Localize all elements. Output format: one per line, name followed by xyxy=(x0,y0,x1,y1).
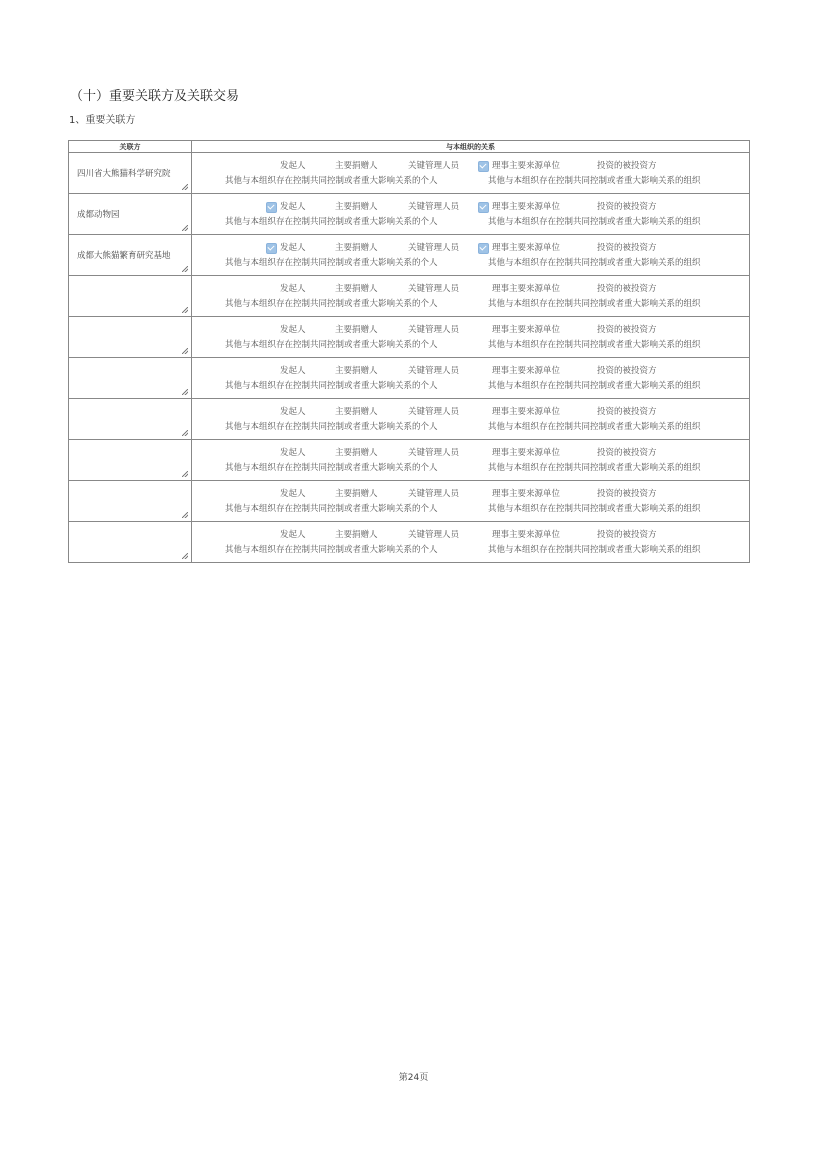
relationship-option[interactable]: 理事主要来源单位 xyxy=(492,366,561,376)
table-row xyxy=(69,440,750,481)
relationship-option[interactable]: 其他与本组织存在控制共同控制或者重大影响关系的个人 xyxy=(225,545,438,555)
related-party-name-field[interactable] xyxy=(69,481,192,522)
table-row xyxy=(69,235,750,276)
relationship-option[interactable]: 其他与本组织存在控制共同控制或者重大影响关系的组织 xyxy=(488,258,701,268)
relationship-option[interactable]: 发起人 xyxy=(280,202,306,212)
related-party-name-field[interactable] xyxy=(69,440,192,481)
related-party-name: 成都大熊猫繁育研究基地 xyxy=(77,251,171,261)
relationship-cell xyxy=(192,235,750,276)
relationship-option[interactable]: 关键管理人员 xyxy=(408,530,460,540)
relationship-cell xyxy=(192,399,750,440)
relationship-option[interactable]: 其他与本组织存在控制共同控制或者重大影响关系的个人 xyxy=(225,258,438,268)
relationship-option[interactable]: 其他与本组织存在控制共同控制或者重大影响关系的个人 xyxy=(225,217,438,227)
relationship-option[interactable]: 其他与本组织存在控制共同控制或者重大影响关系的组织 xyxy=(488,504,701,514)
relationship-option[interactable]: 其他与本组织存在控制共同控制或者重大影响关系的个人 xyxy=(225,463,438,473)
relationship-option[interactable]: 其他与本组织存在控制共同控制或者重大影响关系的组织 xyxy=(488,299,701,309)
checkbox-checked-icon[interactable] xyxy=(266,202,277,213)
checkbox-checked-icon[interactable] xyxy=(266,243,277,254)
header-related-party: 关联方 xyxy=(69,141,192,153)
relationship-option[interactable]: 理事主要来源单位 xyxy=(492,407,561,417)
relationship-cell xyxy=(192,522,750,563)
relationship-option[interactable]: 投资的被投资方 xyxy=(597,325,657,335)
related-party-name-field[interactable] xyxy=(69,522,192,563)
relationship-option[interactable]: 关键管理人员 xyxy=(408,325,460,335)
relationship-option[interactable]: 主要捐赠人 xyxy=(335,284,378,294)
table-header-row xyxy=(69,141,750,153)
relationship-option[interactable]: 理事主要来源单位 xyxy=(492,448,561,458)
resize-handle-icon[interactable] xyxy=(182,266,188,272)
relationship-option[interactable]: 其他与本组织存在控制共同控制或者重大影响关系的组织 xyxy=(488,463,701,473)
relationship-option[interactable]: 其他与本组织存在控制共同控制或者重大影响关系的组织 xyxy=(488,340,701,350)
relationship-option[interactable]: 发起人 xyxy=(280,284,306,294)
relationship-option[interactable]: 理事主要来源单位 xyxy=(492,243,561,253)
relationship-option[interactable]: 主要捐赠人 xyxy=(335,489,378,499)
relationship-option[interactable]: 其他与本组织存在控制共同控制或者重大影响关系的组织 xyxy=(488,381,701,391)
relationship-option[interactable]: 主要捐赠人 xyxy=(335,366,378,376)
checkbox-checked-icon[interactable] xyxy=(478,161,489,172)
section-title: （十）重要关联方及关联交易 xyxy=(70,89,240,104)
relationship-option[interactable]: 理事主要来源单位 xyxy=(492,530,561,540)
relationship-cell xyxy=(192,276,750,317)
relationship-option[interactable]: 投资的被投资方 xyxy=(597,530,657,540)
resize-handle-icon[interactable] xyxy=(182,430,188,436)
resize-handle-icon[interactable] xyxy=(182,512,188,518)
resize-handle-icon[interactable] xyxy=(182,348,188,354)
resize-handle-icon[interactable] xyxy=(182,184,188,190)
relationship-option[interactable]: 主要捐赠人 xyxy=(335,243,378,253)
relationship-option[interactable]: 发起人 xyxy=(280,325,306,335)
relationship-option[interactable]: 其他与本组织存在控制共同控制或者重大影响关系的个人 xyxy=(225,504,438,514)
relationship-option[interactable]: 投资的被投资方 xyxy=(597,243,657,253)
sub-title: 1、重要关联方 xyxy=(69,115,136,126)
relationship-cell xyxy=(192,481,750,522)
relationship-option[interactable]: 其他与本组织存在控制共同控制或者重大影响关系的个人 xyxy=(225,299,438,309)
relationship-option[interactable]: 投资的被投资方 xyxy=(597,202,657,212)
checkbox-checked-icon[interactable] xyxy=(478,243,489,254)
relationship-option[interactable]: 其他与本组织存在控制共同控制或者重大影响关系的组织 xyxy=(488,545,701,555)
relationship-option[interactable]: 理事主要来源单位 xyxy=(492,202,561,212)
relationship-option[interactable]: 其他与本组织存在控制共同控制或者重大影响关系的个人 xyxy=(225,381,438,391)
related-party-name-field[interactable] xyxy=(69,194,192,235)
table-row xyxy=(69,153,750,194)
resize-handle-icon[interactable] xyxy=(182,471,188,477)
relationship-option[interactable]: 关键管理人员 xyxy=(408,448,460,458)
resize-handle-icon[interactable] xyxy=(182,225,188,231)
header-relationship: 与本组织的关系 xyxy=(192,141,750,153)
relationship-option[interactable]: 主要捐赠人 xyxy=(335,448,378,458)
resize-handle-icon[interactable] xyxy=(182,389,188,395)
relationship-cell xyxy=(192,440,750,481)
relationship-option[interactable]: 发起人 xyxy=(280,489,306,499)
relationship-cell xyxy=(192,358,750,399)
relationship-option[interactable]: 主要捐赠人 xyxy=(335,325,378,335)
relationship-option[interactable]: 其他与本组织存在控制共同控制或者重大影响关系的个人 xyxy=(225,422,438,432)
resize-handle-icon[interactable] xyxy=(182,553,188,559)
relationship-option[interactable]: 理事主要来源单位 xyxy=(492,161,561,171)
relationship-option[interactable]: 关键管理人员 xyxy=(408,161,460,171)
relationship-cell xyxy=(192,317,750,358)
relationship-option[interactable]: 投资的被投资方 xyxy=(597,407,657,417)
relationship-option[interactable]: 投资的被投资方 xyxy=(597,161,657,171)
related-party-name-field[interactable] xyxy=(69,276,192,317)
relationship-option[interactable]: 理事主要来源单位 xyxy=(492,325,561,335)
relationship-option[interactable]: 其他与本组织存在控制共同控制或者重大影响关系的个人 xyxy=(225,176,438,186)
relationship-option[interactable]: 关键管理人员 xyxy=(408,489,460,499)
relationship-option[interactable]: 发起人 xyxy=(280,161,306,171)
table-row xyxy=(69,522,750,563)
relationship-option[interactable]: 发起人 xyxy=(280,243,306,253)
relationship-option[interactable]: 理事主要来源单位 xyxy=(492,284,561,294)
related-party-name: 成都动物园 xyxy=(77,210,120,220)
relationship-option[interactable]: 其他与本组织存在控制共同控制或者重大影响关系的组织 xyxy=(488,422,701,432)
relationship-cell xyxy=(192,194,750,235)
relationship-option[interactable]: 发起人 xyxy=(280,530,306,540)
relationship-option[interactable]: 主要捐赠人 xyxy=(335,202,378,212)
checkbox-checked-icon[interactable] xyxy=(478,202,489,213)
relationship-option[interactable]: 主要捐赠人 xyxy=(335,161,378,171)
relationship-option[interactable]: 关键管理人员 xyxy=(408,284,460,294)
page-number: 第24页 xyxy=(398,1073,429,1083)
relationship-option[interactable]: 发起人 xyxy=(280,407,306,417)
relationship-option[interactable]: 其他与本组织存在控制共同控制或者重大影响关系的组织 xyxy=(488,217,701,227)
relationship-option[interactable]: 发起人 xyxy=(280,448,306,458)
table-row xyxy=(69,399,750,440)
table-row xyxy=(69,317,750,358)
relationship-option[interactable]: 关键管理人员 xyxy=(408,366,460,376)
relationship-option[interactable]: 投资的被投资方 xyxy=(597,448,657,458)
relationship-option[interactable]: 关键管理人员 xyxy=(408,407,460,417)
relationship-option[interactable]: 主要捐赠人 xyxy=(335,407,378,417)
table-row xyxy=(69,194,750,235)
relationship-option[interactable]: 发起人 xyxy=(280,366,306,376)
relationship-option[interactable]: 投资的被投资方 xyxy=(597,284,657,294)
related-party-table xyxy=(68,140,750,563)
relationship-option[interactable]: 关键管理人员 xyxy=(408,243,460,253)
related-party-name-field[interactable] xyxy=(69,317,192,358)
relationship-cell xyxy=(192,153,750,194)
related-party-name-field[interactable] xyxy=(69,399,192,440)
relationship-option[interactable]: 投资的被投资方 xyxy=(597,366,657,376)
relationship-option[interactable]: 理事主要来源单位 xyxy=(492,489,561,499)
related-party-name-field[interactable] xyxy=(69,358,192,399)
table-row xyxy=(69,276,750,317)
relationship-option[interactable]: 投资的被投资方 xyxy=(597,489,657,499)
table-row xyxy=(69,481,750,522)
relationship-option[interactable]: 关键管理人员 xyxy=(408,202,460,212)
related-party-name-field[interactable] xyxy=(69,153,192,194)
related-party-name-field[interactable] xyxy=(69,235,192,276)
relationship-option[interactable]: 其他与本组织存在控制共同控制或者重大影响关系的个人 xyxy=(225,340,438,350)
relationship-option[interactable]: 其他与本组织存在控制共同控制或者重大影响关系的组织 xyxy=(488,176,701,186)
resize-handle-icon[interactable] xyxy=(182,307,188,313)
related-party-name: 四川省大熊猫科学研究院 xyxy=(77,169,171,179)
relationship-option[interactable]: 主要捐赠人 xyxy=(335,530,378,540)
table-row xyxy=(69,358,750,399)
